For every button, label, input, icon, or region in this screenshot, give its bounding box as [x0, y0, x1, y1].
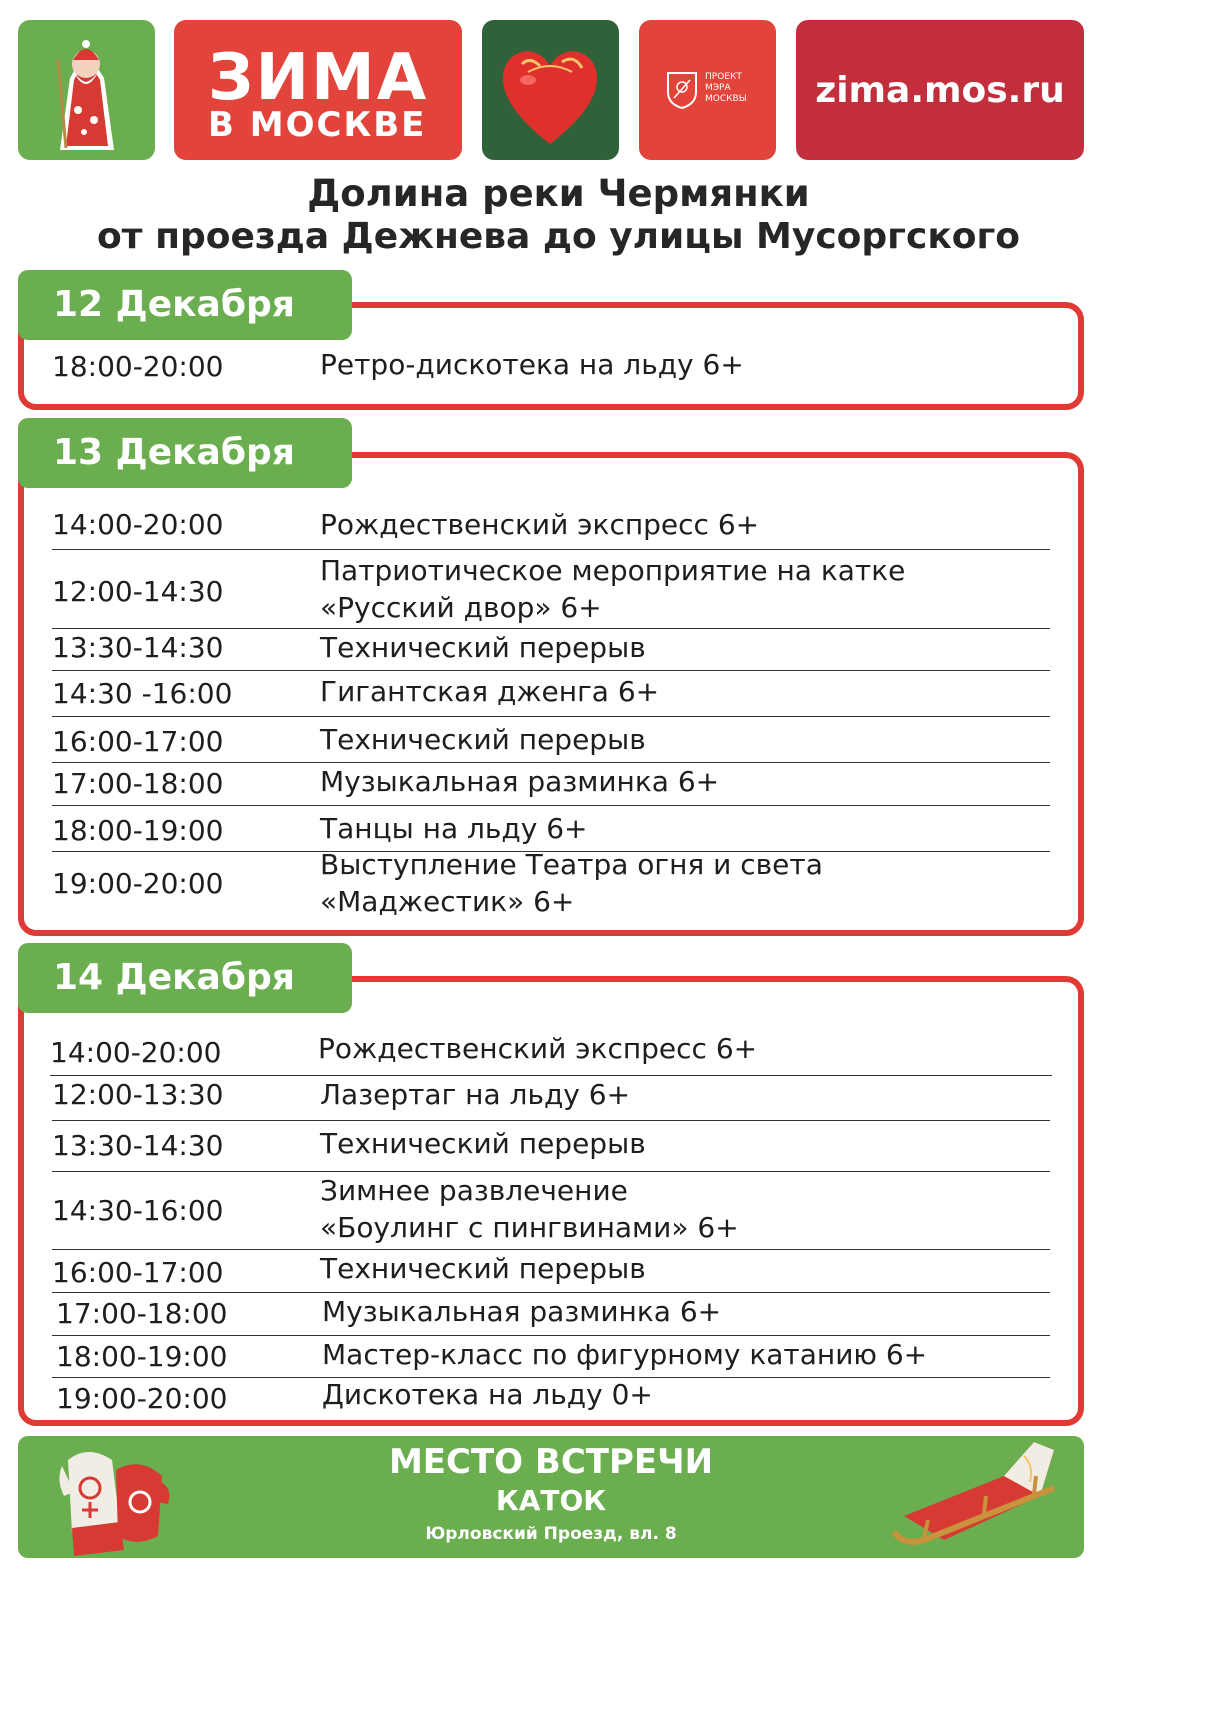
site-url[interactable]: zima.mos.ru	[815, 69, 1065, 111]
event-time: 18:00-19:00	[56, 1340, 228, 1373]
event-time: 16:00-17:00	[52, 1256, 224, 1289]
santa-icon	[18, 20, 155, 160]
event-time: 17:00-18:00	[56, 1297, 228, 1330]
event-name: Технический перерыв	[320, 631, 646, 664]
event-name: Музыкальная разминка 6+	[322, 1295, 722, 1328]
schedule-row	[52, 1378, 1050, 1420]
event-name: Технический перерыв	[320, 723, 646, 756]
schedule-row	[52, 348, 1050, 388]
schedule-row	[52, 717, 1050, 763]
schedule-row	[52, 1293, 1050, 1336]
meeting-place-title: МЕСТО ВСТРЕЧИ	[388, 1442, 714, 1482]
page-title: Долина реки Чермянки	[307, 172, 810, 215]
event-name-cont: «Маджестик» 6+	[320, 885, 575, 918]
project-label: ПРОЕКТ МЭРА МОСКВЫ	[705, 72, 747, 104]
day-tab-13: 13 Декабря	[18, 418, 352, 488]
day-tab-14: 14 Декабря	[18, 943, 352, 1013]
event-name: Технический перерыв	[320, 1252, 646, 1285]
meeting-place-banner	[18, 1436, 1084, 1558]
page-subtitle: от проезда Дежнева до улицы Мусоргского	[96, 216, 1021, 257]
event-name: Рождественский экспресс 6+	[318, 1032, 758, 1065]
event-time: 13:30-14:30	[52, 1129, 224, 1162]
event-time: 14:30 -16:00	[52, 677, 233, 710]
event-time: 17:00-18:00	[52, 767, 224, 800]
project-tile	[639, 20, 776, 160]
event-time: 13:30-14:30	[52, 631, 224, 664]
event-time: 18:00-20:00	[52, 350, 224, 383]
site-link[interactable]	[796, 20, 1084, 160]
event-name: Ретро-дискотека на льду 6+	[320, 348, 744, 381]
event-name: Гигантская дженга 6+	[320, 675, 660, 708]
schedule-row	[52, 848, 1050, 926]
schedule-row	[52, 671, 1050, 717]
event-name-cont: «Русский двор» 6+	[320, 591, 602, 624]
schedule-row	[50, 1032, 1052, 1076]
schedule-row	[52, 506, 1050, 550]
schedule-row	[52, 1336, 1050, 1378]
event-name-cont: «Боулинг с пингвинами» 6+	[320, 1211, 739, 1244]
event-time: 14:00-20:00	[52, 508, 224, 541]
event-time: 16:00-17:00	[52, 725, 224, 758]
schedule-row	[52, 763, 1050, 806]
event-name: Патриотическое мероприятие на катке	[320, 554, 906, 587]
event-time: 19:00-20:00	[52, 867, 224, 900]
meeting-place-venue: КАТОК	[495, 1484, 607, 1517]
heart-tile	[482, 20, 619, 160]
event-name: Выступление Театра огня и света	[320, 848, 823, 881]
schedule-row	[52, 550, 1050, 629]
event-time: 12:00-14:30	[52, 575, 224, 608]
event-name: Дискотека на льду 0+	[322, 1378, 653, 1411]
day-tab-12: 12 Декабря	[18, 270, 352, 340]
event-name: Рождественский экспресс 6+	[320, 508, 760, 541]
schedule-row	[52, 1250, 1050, 1293]
event-name: Зимнее развлечение	[320, 1174, 628, 1207]
event-name: Музыкальная разминка 6+	[320, 765, 720, 798]
logo-line-2: В МОСКВЕ	[208, 105, 427, 145]
schedule-row	[52, 629, 1050, 671]
moscow-emblem-icon	[665, 70, 699, 110]
schedule-row	[52, 1076, 1050, 1121]
event-name: Лазертаг на льду 6+	[320, 1078, 631, 1111]
event-time: 19:00-20:00	[56, 1382, 228, 1415]
santa-tile	[18, 20, 155, 160]
event-time: 14:00-20:00	[50, 1036, 222, 1069]
meeting-place-address: Юрловский Проезд, вл. 8	[425, 1524, 677, 1544]
event-name: Мастер-класс по фигурному катанию 6+	[322, 1338, 928, 1371]
sled-icon	[864, 1436, 1074, 1558]
logo-line-1: ЗИМА	[208, 41, 429, 115]
schedule-row	[52, 1172, 1050, 1250]
event-name: Технический перерыв	[320, 1127, 646, 1160]
zima-logo	[174, 20, 462, 160]
event-name: Танцы на льду 6+	[320, 812, 588, 845]
schedule-row	[52, 1121, 1050, 1172]
event-time: 18:00-19:00	[52, 814, 224, 847]
event-time: 14:30-16:00	[52, 1194, 224, 1227]
heart-icon	[482, 20, 619, 160]
event-time: 12:00-13:30	[52, 1078, 224, 1111]
